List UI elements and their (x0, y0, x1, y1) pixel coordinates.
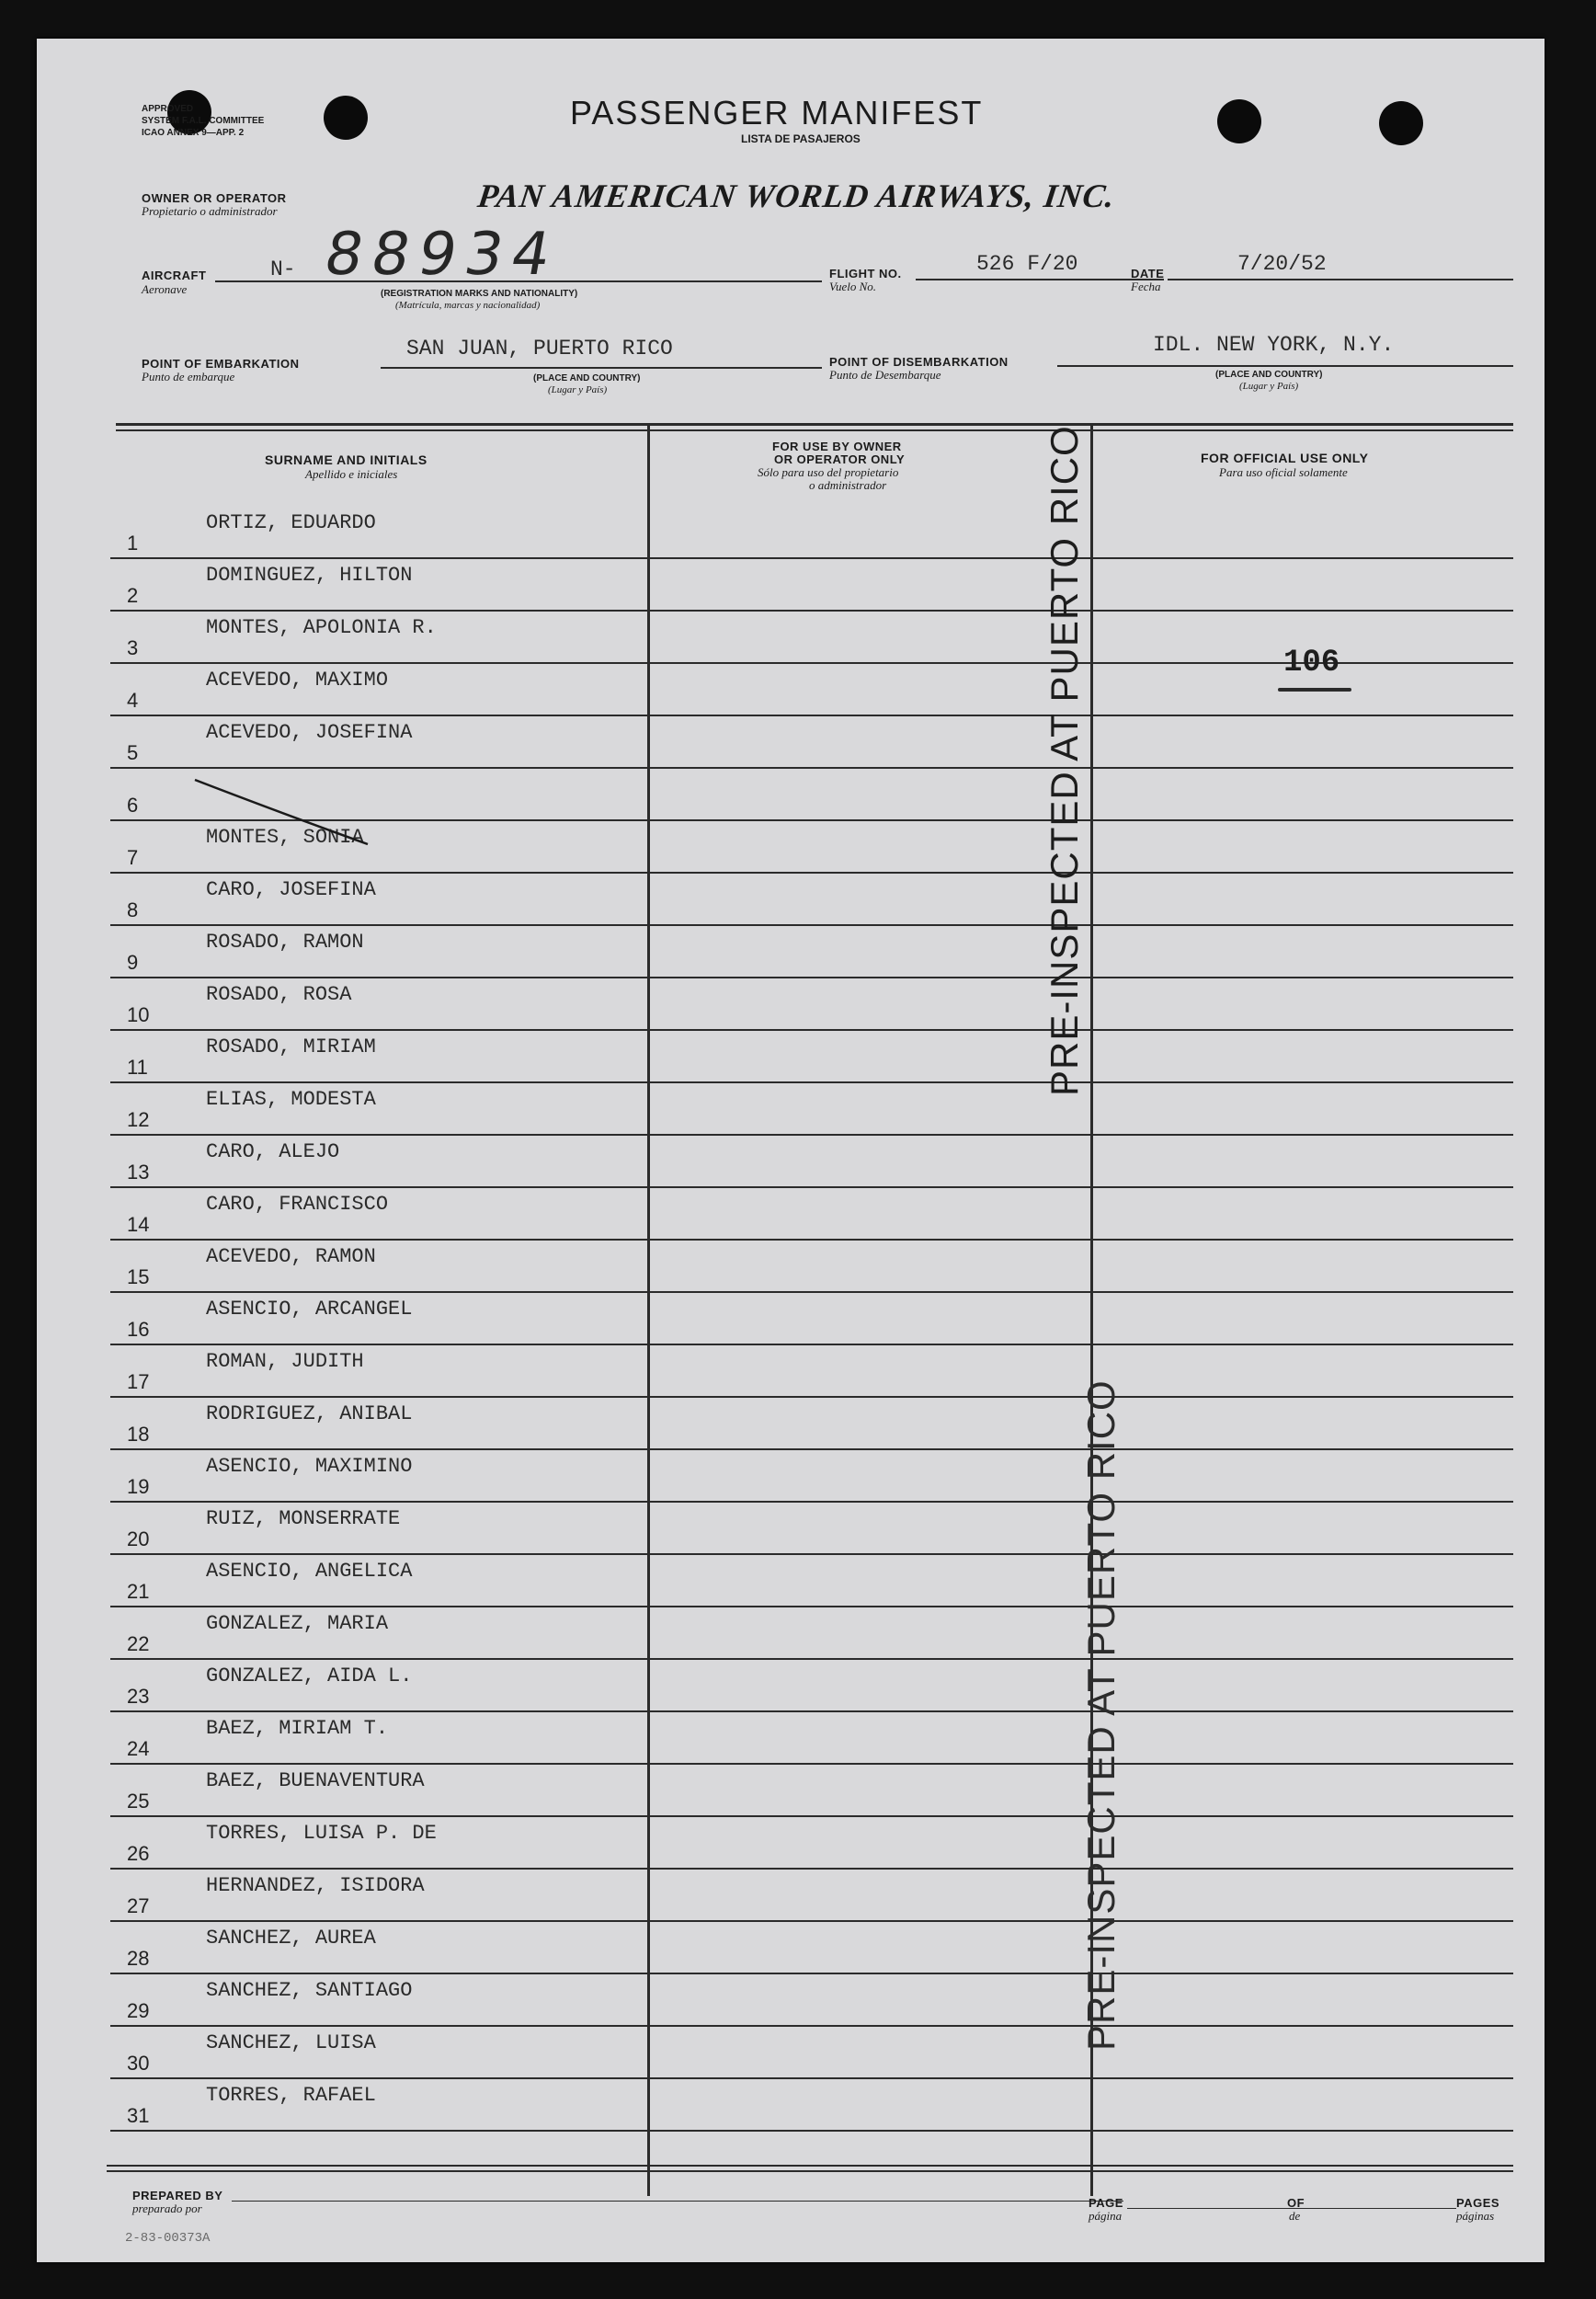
row-rule (110, 1029, 1513, 1031)
passenger-name: SANCHEZ, AUREA (206, 1927, 376, 1950)
disembark-label-es: Punto de Desembarque (829, 368, 941, 382)
row-rule (110, 1658, 1513, 1660)
row-number: 8 (127, 898, 139, 921)
row-number: 29 (127, 1999, 150, 2022)
row-number: 10 (127, 1003, 150, 1026)
row-rule (110, 872, 1513, 874)
passenger-name: RUIZ, MONSERRATE (206, 1507, 401, 1530)
passenger-name: ASENCIO, MAXIMINO (206, 1455, 413, 1478)
row-rule (110, 2130, 1513, 2132)
row-rule (110, 1239, 1513, 1241)
row-number: 9 (127, 951, 139, 974)
row-rule (110, 1920, 1513, 1922)
passenger-name: ROSADO, MIRIAM (206, 1035, 376, 1058)
row-number: 23 (127, 1685, 150, 1708)
of-underline (1309, 2208, 1456, 2209)
registration-note-es: (Matrícula, marcas y nacionalidad) (395, 300, 541, 311)
row-number: 27 (127, 1894, 150, 1917)
punch-hole (1217, 99, 1261, 143)
owner-label-es: Propietario o administrador (142, 204, 278, 218)
embark-note-es: (Lugar y País) (548, 384, 608, 395)
page-label-es: página (1089, 2209, 1123, 2223)
of-label-es: de (1289, 2209, 1301, 2223)
disembark-label: POINT OF DISEMBARKATION (829, 355, 1009, 369)
row-rule (110, 1291, 1513, 1293)
row-rule (110, 1710, 1513, 1712)
embark-label-es: Punto de embarque (142, 370, 235, 383)
disembark-note: (PLACE AND COUNTRY) (1215, 370, 1323, 380)
row-rule (110, 1396, 1513, 1398)
owner-label: OWNER OR OPERATOR (142, 191, 287, 205)
aircraft-label: AIRCRAFT (142, 269, 207, 282)
form-code: 2-83-00373A (125, 2231, 211, 2246)
registration-note: (REGISTRATION MARKS AND NATIONALITY) (381, 289, 578, 299)
table-top-rule (116, 429, 1513, 431)
manifest-sheet (37, 39, 1545, 2262)
row-rule (110, 1973, 1513, 1974)
row-number: 5 (127, 741, 139, 764)
column-header-owner-2: OR OPERATOR ONLY (774, 452, 906, 466)
row-number: 30 (127, 2052, 150, 2075)
punch-hole (1379, 101, 1423, 145)
row-rule (110, 977, 1513, 978)
passenger-name: ACEVEDO, JOSEFINA (206, 721, 413, 744)
pre-inspected-stamp: PRE-INSPECTED AT PUERTO RICO (1079, 1379, 1123, 2051)
date-label-es: Fecha (1131, 280, 1161, 293)
passenger-name: ACEVEDO, MAXIMO (206, 669, 389, 692)
aircraft-label-es: Aeronave (142, 282, 188, 296)
row-number: 12 (127, 1108, 150, 1131)
passenger-name: CARO, FRANCISCO (206, 1193, 389, 1216)
column-header-owner-es-1: Sólo para uso del propietario (758, 465, 899, 479)
passenger-name: BAEZ, MIRIAM T. (206, 1717, 389, 1740)
aircraft-value: 88934 (319, 221, 565, 289)
column-header-owner-1: FOR USE BY OWNER (772, 440, 902, 453)
passenger-name: RODRIGUEZ, ANIBAL (206, 1402, 413, 1425)
row-rule (110, 1501, 1513, 1503)
table-bottom-rule (107, 2165, 1513, 2167)
row-number: 22 (127, 1632, 150, 1655)
passenger-name: ROMAN, JUDITH (206, 1350, 364, 1373)
passenger-name: ASENCIO, ARCANGEL (206, 1298, 413, 1321)
row-rule (110, 2077, 1513, 2079)
row-number: 28 (127, 1947, 150, 1970)
passenger-name: DOMINGUEZ, HILTON (206, 564, 413, 587)
embark-label: POINT OF EMBARKATION (142, 357, 300, 371)
flight-label-es: Vuelo No. (829, 280, 877, 293)
date-label: DATE (1131, 267, 1165, 280)
row-rule (110, 1815, 1513, 1817)
passenger-name: ASENCIO, ANGELICA (206, 1560, 413, 1583)
passenger-name: CARO, ALEJO (206, 1140, 340, 1163)
passenger-name: TORRES, LUISA P. DE (206, 1822, 437, 1845)
strike-mark (193, 774, 377, 848)
passenger-name: GONZALEZ, MARIA (206, 1612, 389, 1635)
punch-hole (324, 96, 368, 140)
row-number: 19 (127, 1475, 150, 1498)
row-rule (110, 557, 1513, 559)
row-rule (110, 1186, 1513, 1188)
row-number: 24 (127, 1737, 150, 1760)
disembark-value: IDL. NEW YORK, N.Y. (1153, 333, 1395, 357)
row-rule (110, 1344, 1513, 1345)
passenger-name: MONTES, SONIA (206, 826, 364, 849)
row-number: 2 (127, 584, 139, 607)
pre-inspected-stamp: PRE-INSPECTED AT PUERTO RICO (1043, 425, 1086, 1096)
approval-line: SYSTEM F.A.L. COMMITTEE (142, 116, 265, 126)
flight-value: 526 F/20 (976, 252, 1078, 276)
row-rule (110, 715, 1513, 716)
pages-label: PAGES (1456, 2196, 1500, 2210)
row-number: 1 (127, 532, 139, 555)
of-label: OF (1287, 2196, 1305, 2210)
flight-underline (916, 279, 1164, 280)
passenger-name: CARO, JOSEFINA (206, 878, 376, 901)
approval-block (142, 103, 264, 139)
row-rule (110, 2025, 1513, 2027)
column-header-surname: SURNAME AND INITIALS (265, 452, 428, 467)
row-number: 25 (127, 1790, 150, 1813)
flight-label: FLIGHT NO. (829, 267, 902, 280)
row-number: 21 (127, 1580, 150, 1603)
row-number: 3 (127, 636, 139, 659)
passenger-name: SANCHEZ, LUISA (206, 2031, 376, 2054)
official-number: 106 (1283, 646, 1340, 681)
row-rule (110, 1553, 1513, 1555)
passenger-name: ACEVEDO, RAMON (206, 1245, 376, 1268)
row-rule (110, 610, 1513, 612)
owner-value: PAN AMERICAN WORLD AIRWAYS, INC. (475, 177, 1118, 214)
page-subtitle: LISTA DE PASAJEROS (741, 132, 861, 145)
date-value: 7/20/52 (1237, 252, 1327, 276)
disembark-note-es: (Lugar y País) (1239, 381, 1299, 392)
row-number: 31 (127, 2104, 150, 2127)
row-number: 11 (127, 1056, 148, 1079)
column-header-owner-es-2: o administrador (809, 478, 887, 492)
official-number-underline (1278, 688, 1351, 692)
embark-note: (PLACE AND COUNTRY) (533, 373, 641, 383)
aircraft-prefix: N- (270, 257, 296, 281)
row-rule (110, 1606, 1513, 1607)
row-rule (110, 1134, 1513, 1136)
row-number: 26 (127, 1842, 150, 1865)
row-number: 15 (127, 1265, 150, 1288)
approval-line: APPROVED (142, 104, 194, 114)
passenger-name: HERNANDEZ, ISIDORA (206, 1874, 425, 1897)
row-number: 16 (127, 1318, 150, 1341)
passenger-name: ELIAS, MODESTA (206, 1088, 376, 1111)
passenger-name: GONZALEZ, AIDA L. (206, 1664, 413, 1687)
row-number: 13 (127, 1161, 150, 1184)
column-header-surname-es: Apellido e iniciales (305, 467, 398, 481)
row-rule (110, 1763, 1513, 1765)
column-header-official-es: Para uso oficial solamente (1219, 465, 1348, 479)
row-rule (110, 1448, 1513, 1450)
prepared-label: PREPARED BY (132, 2189, 223, 2202)
prepared-underline (232, 2201, 1123, 2202)
row-number: 14 (127, 1213, 150, 1236)
date-underline (1168, 279, 1513, 280)
pages-label-es: páginas (1456, 2209, 1495, 2223)
disembark-underline (1057, 365, 1513, 367)
row-number: 18 (127, 1423, 150, 1446)
page-underline (1127, 2208, 1311, 2209)
prepared-label-es: preparado por (132, 2202, 202, 2215)
passenger-name: TORRES, RAFAEL (206, 2084, 376, 2107)
row-rule (110, 1081, 1513, 1083)
table-bottom-rule (107, 2170, 1513, 2172)
passenger-name: BAEZ, BUENAVENTURA (206, 1769, 425, 1792)
row-rule (110, 1868, 1513, 1870)
passenger-name: ROSADO, RAMON (206, 931, 364, 954)
passenger-name: ORTIZ, EDUARDO (206, 511, 376, 534)
approval-line: ICAO ANNEX 9—APP. 2 (142, 128, 245, 138)
column-header-official: FOR OFFICIAL USE ONLY (1201, 451, 1369, 465)
row-rule (110, 924, 1513, 926)
row-number: 7 (127, 846, 139, 869)
row-number: 6 (127, 794, 139, 817)
row-number: 17 (127, 1370, 150, 1393)
embark-value: SAN JUAN, PUERTO RICO (406, 337, 673, 360)
embark-underline (381, 367, 822, 369)
table-top-rule (116, 423, 1513, 426)
passenger-name: SANCHEZ, SANTIAGO (206, 1979, 413, 2002)
page-title: PASSENGER MANIFEST (570, 94, 984, 132)
row-number: 4 (127, 689, 139, 712)
page-label: PAGE (1089, 2196, 1123, 2210)
passenger-name: ROSADO, ROSA (206, 983, 352, 1006)
row-rule (110, 767, 1513, 769)
row-number: 20 (127, 1527, 150, 1550)
column-divider (647, 423, 650, 2196)
passenger-name: MONTES, APOLONIA R. (206, 616, 437, 639)
